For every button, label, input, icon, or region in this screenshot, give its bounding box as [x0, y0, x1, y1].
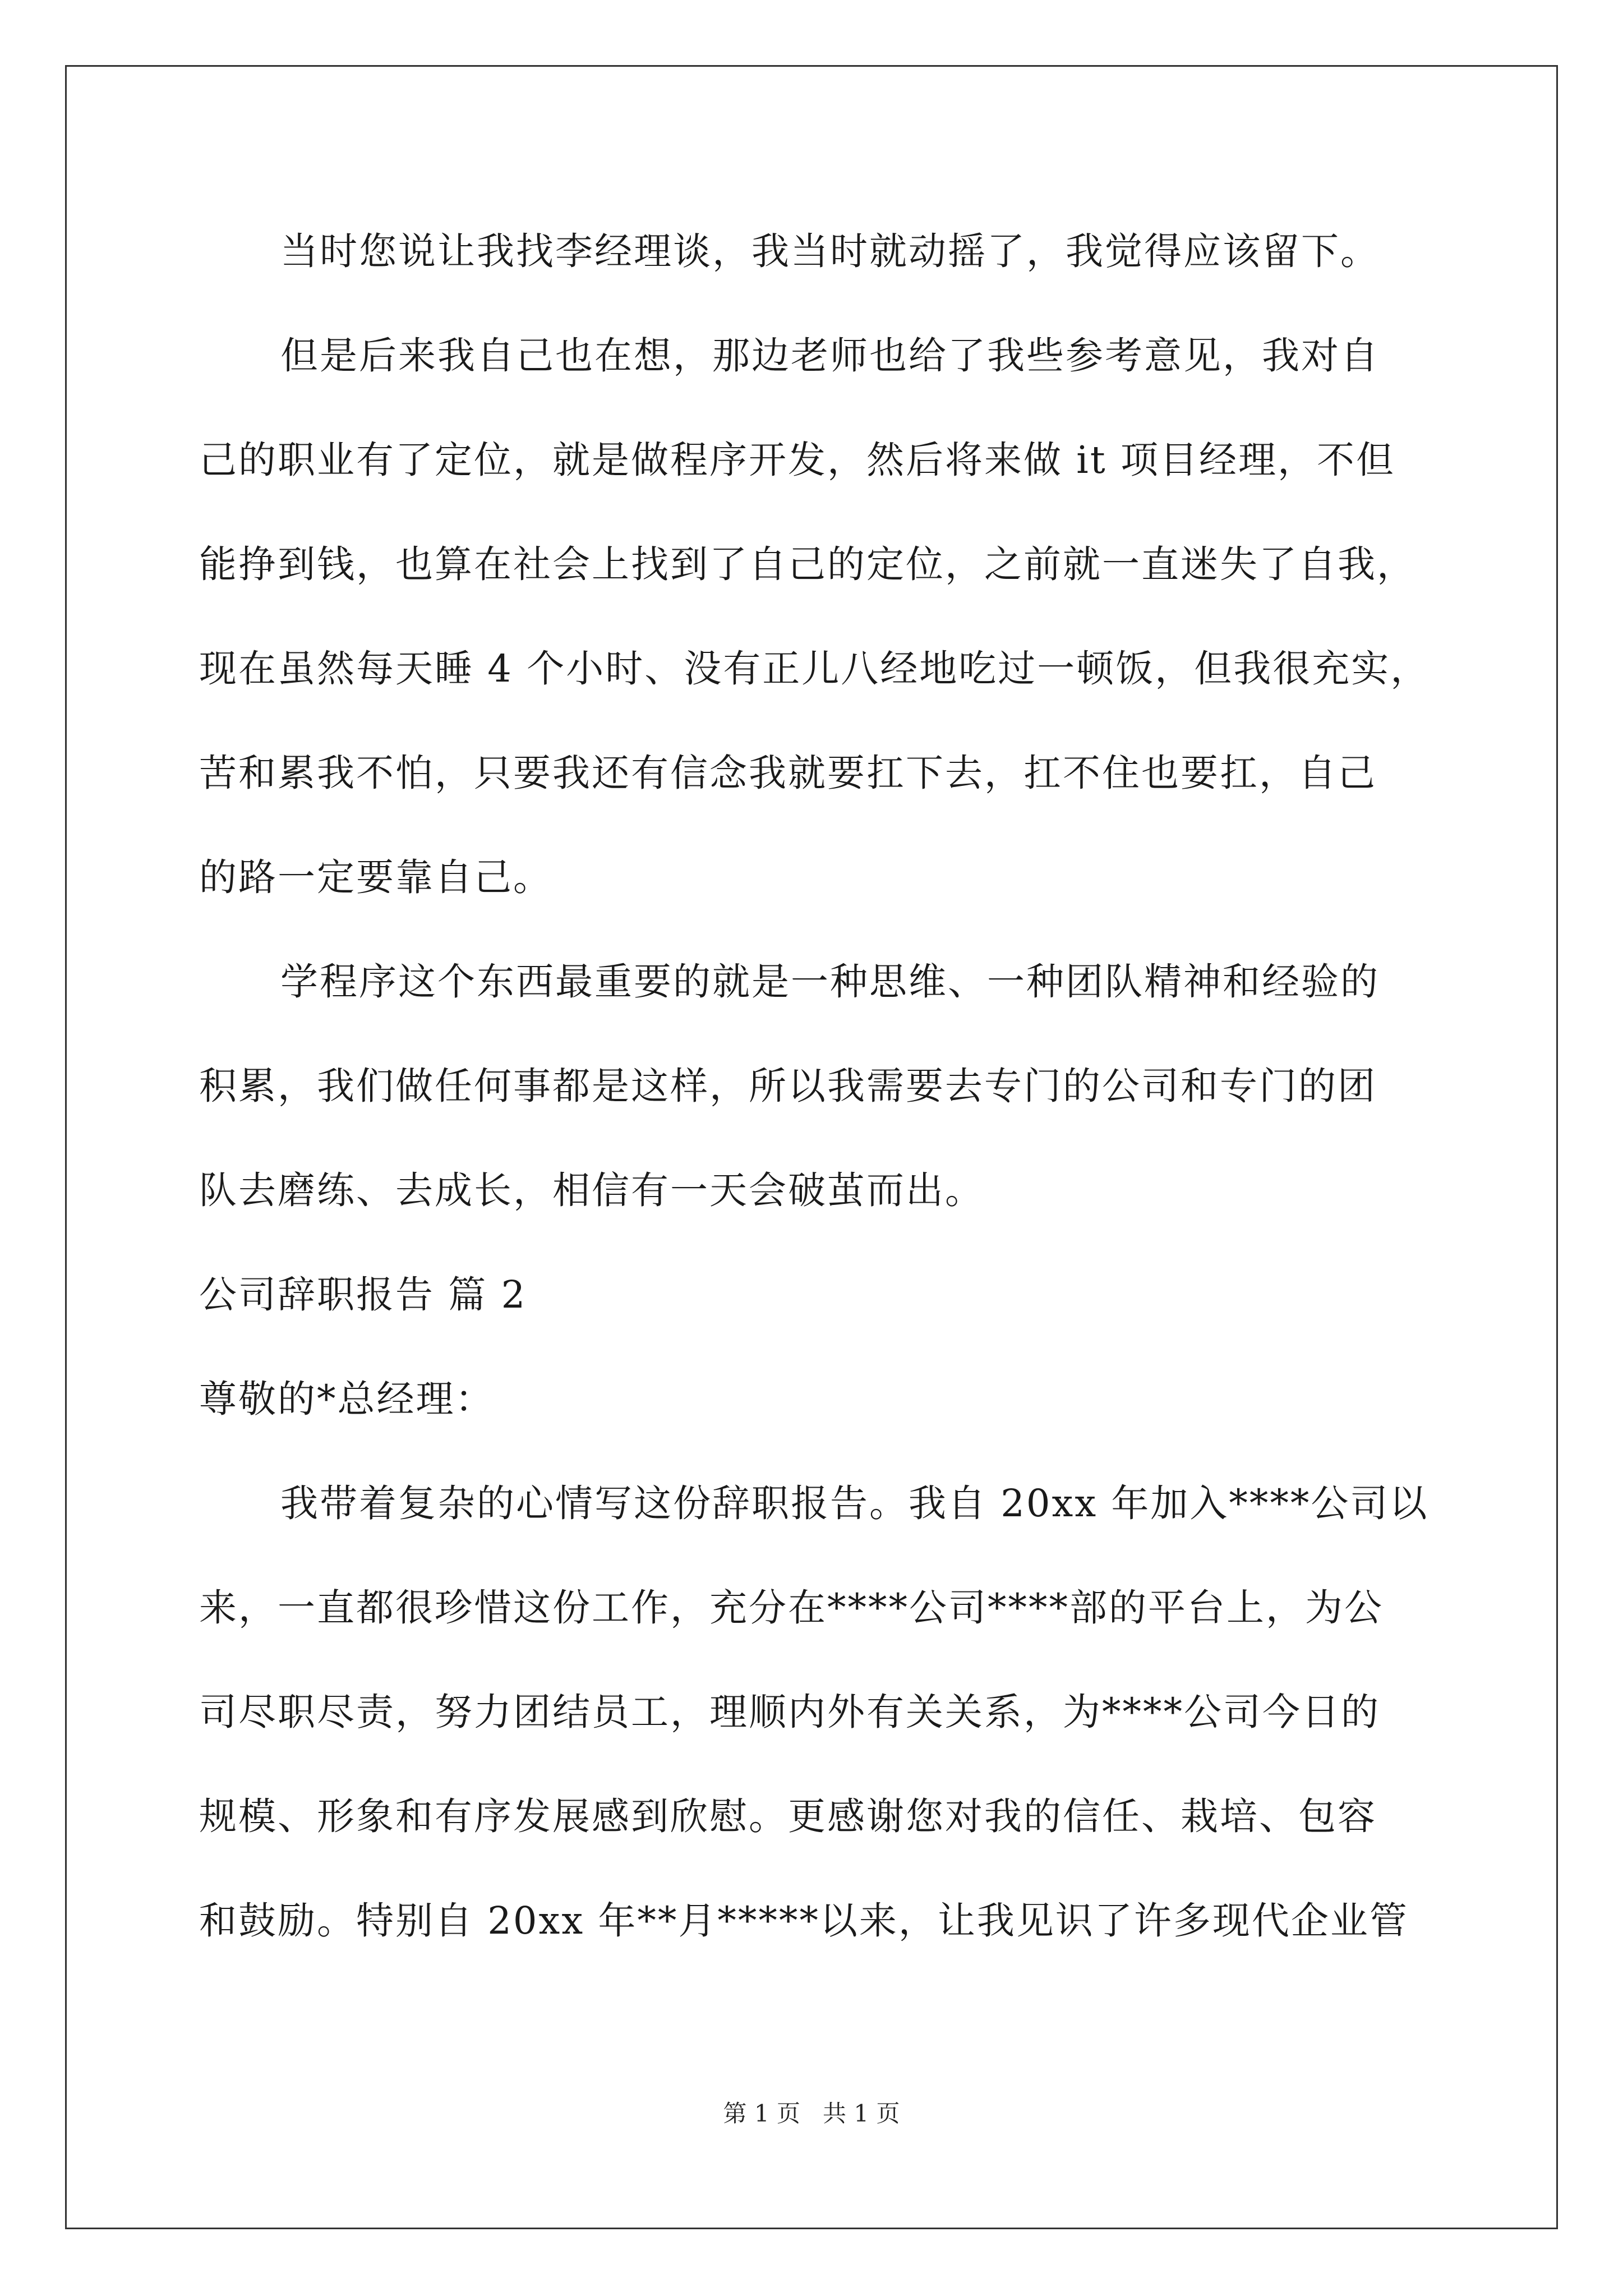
- salutation: 尊敬的*总经理：: [199, 1377, 495, 1421]
- paragraph-line: 司尽职尽责，努力团结员工，理顺内外有关关系，为****公司今日的: [199, 1690, 1380, 1734]
- section-heading: 公司辞职报告 篇 2: [199, 1273, 527, 1317]
- paragraph-line: 当时您说让我找李经理谈，我当时就动摇了，我觉得应该留下。: [280, 229, 1380, 273]
- paragraph-line: 苦和累我不怕，只要我还有信念我就要扛下去，扛不住也要扛，自己: [199, 751, 1377, 795]
- paragraph-line: 队去磨练、去成长，相信有一天会破茧而出。: [199, 1168, 984, 1212]
- paragraph-line: 但是后来我自己也在想，那边老师也给了我些参考意见，我对自: [280, 334, 1380, 378]
- paragraph-line: 学程序这个东西最重要的就是一种思维、一种团队精神和经验的: [280, 960, 1380, 1004]
- paragraph-line: 来，一直都很珍惜这份工作，充分在****公司****部的平台上，为公: [199, 1586, 1384, 1630]
- paragraph-line: 现在虽然每天睡 4 个小时、没有正儿八经地吃过一顿饭，但我很充实，: [199, 647, 1430, 691]
- paragraph-line: 己的职业有了定位，就是做程序开发，然后将来做 it 项目经理，不但: [199, 438, 1395, 482]
- paragraph-line: 的路一定要靠自己。: [199, 855, 552, 899]
- paragraph-line: 和鼓励。特别自 20xx 年**月*****以来，让我见识了许多现代企业管: [199, 1899, 1409, 1943]
- paragraph-line: 积累，我们做任何事都是这样，所以我需要去专门的公司和专门的团: [199, 1064, 1377, 1108]
- paragraph-line: 能挣到钱，也算在社会上找到了自己的定位，之前就一直迷失了自我，: [199, 542, 1416, 586]
- paragraph-line: 我带着复杂的心情写这份辞职报告。我自 20xx 年加入****公司以: [280, 1481, 1429, 1525]
- document-body: [199, 199, 1444, 1973]
- page-number-footer: 第 1 页 共 1 页: [723, 2100, 900, 2127]
- paragraph-line: 规模、形象和有序发展感到欣慰。更感谢您对我的信任、栽培、包容: [199, 1795, 1377, 1838]
